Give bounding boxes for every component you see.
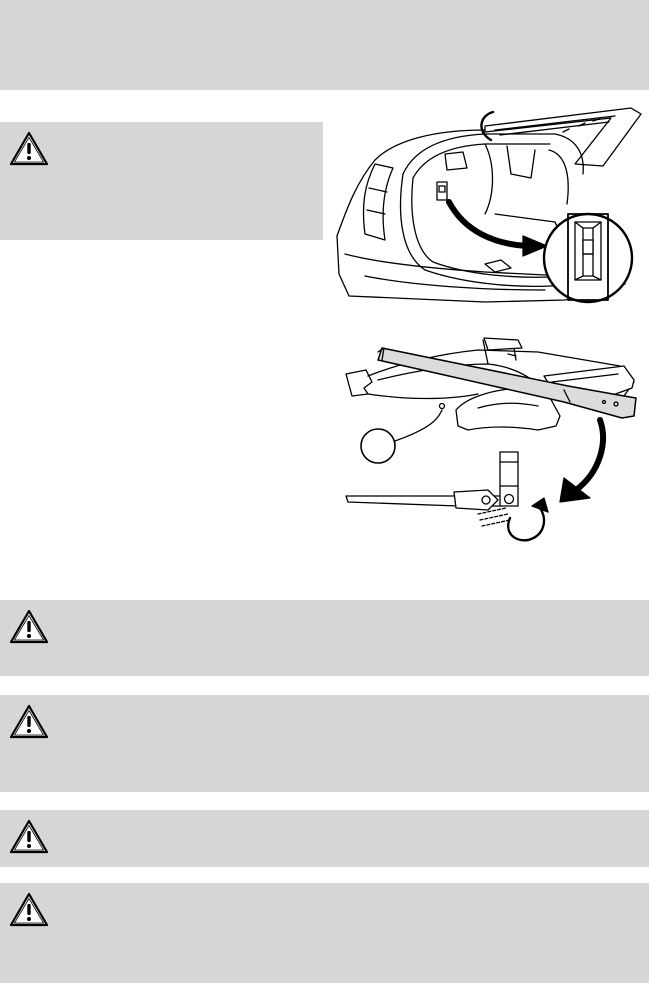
trunk-illustration xyxy=(335,104,643,306)
warning-box-2 xyxy=(0,600,649,676)
page-header-band xyxy=(0,0,649,90)
warning-box-3 xyxy=(0,695,649,792)
warning-box-5 xyxy=(0,883,649,983)
jack-illustration xyxy=(338,330,643,545)
warning-triangle-icon xyxy=(8,608,50,646)
warning-box-4 xyxy=(0,810,649,867)
warning-triangle-icon xyxy=(8,703,50,741)
warning-box-1 xyxy=(0,122,323,240)
warning-triangle-icon xyxy=(8,891,50,929)
warning-triangle-icon xyxy=(8,130,50,168)
warning-triangle-icon xyxy=(8,818,50,856)
